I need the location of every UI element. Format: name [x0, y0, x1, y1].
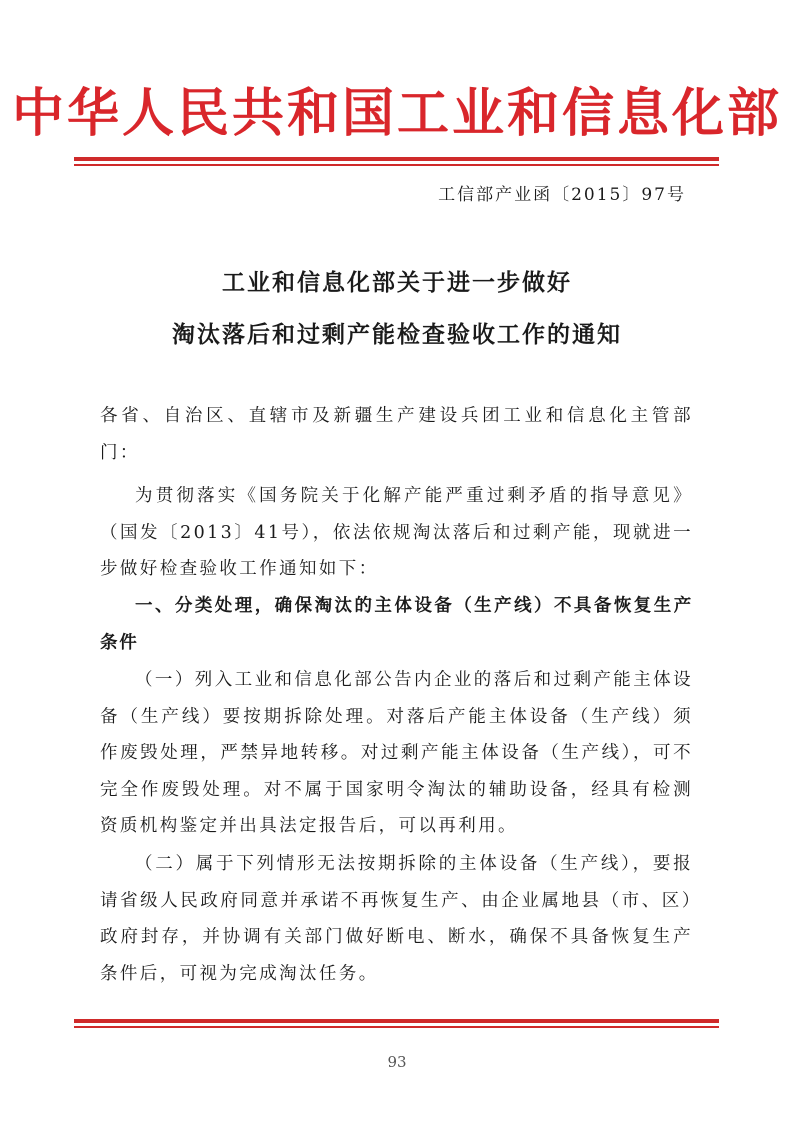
- masthead-rule-thick: [74, 157, 719, 161]
- title-line-2: 淘汰落后和过剩产能检查验收工作的通知: [172, 321, 622, 348]
- document-number: 工信部产业函〔2015〕97号: [438, 185, 686, 205]
- paragraph-item-1: （一）列入工业和信息化部公告内企业的落后和过剩产能主体设备（生产线）要按期拆除处理。对落后产能主体设备（生产线）须作废毁处理，严禁异地转移。对过剩产能主体设备（生产线），可不完全作废毁处理。对不属于国家明令淘汰的辅助设备，经具有检测资质机构鉴定并出具法定报告后，可以再利用。: [100, 670, 693, 836]
- page-number: 93: [387, 1053, 407, 1071]
- section-heading-1: 一、分类处理，确保淘汰的主体设备（生产线）不具备恢复生产条件: [100, 596, 693, 653]
- addressee: 各省、自治区、直辖市及新疆生产建设兵团工业和信息化主管部门：: [100, 406, 693, 463]
- paragraph-item-2: （二）属于下列情形无法按期拆除的主体设备（生产线），要报请省级人民政府同意并承诺不再恢复生产、由企业属地县（市、区）政府封存，并协调有关部门做好断电、断水，确保不具备恢复生产条件后，可视为完成淘汰任务。: [100, 854, 693, 984]
- footer-rule-thin: [74, 1026, 719, 1028]
- title-line-1: 工业和信息化部关于进一步做好: [222, 269, 572, 296]
- masthead-rule-thin: [74, 164, 719, 166]
- masthead-title: 中华人民共和国工业和信息化部: [11, 83, 782, 144]
- footer-rule-thick: [74, 1019, 719, 1023]
- paragraph-intro: 为贯彻落实《国务院关于化解产能严重过剩矛盾的指导意见》（国发〔2013〕41号），依法依规淘汰落后和过剩产能，现就进一步做好检查验收工作通知如下：: [100, 486, 693, 579]
